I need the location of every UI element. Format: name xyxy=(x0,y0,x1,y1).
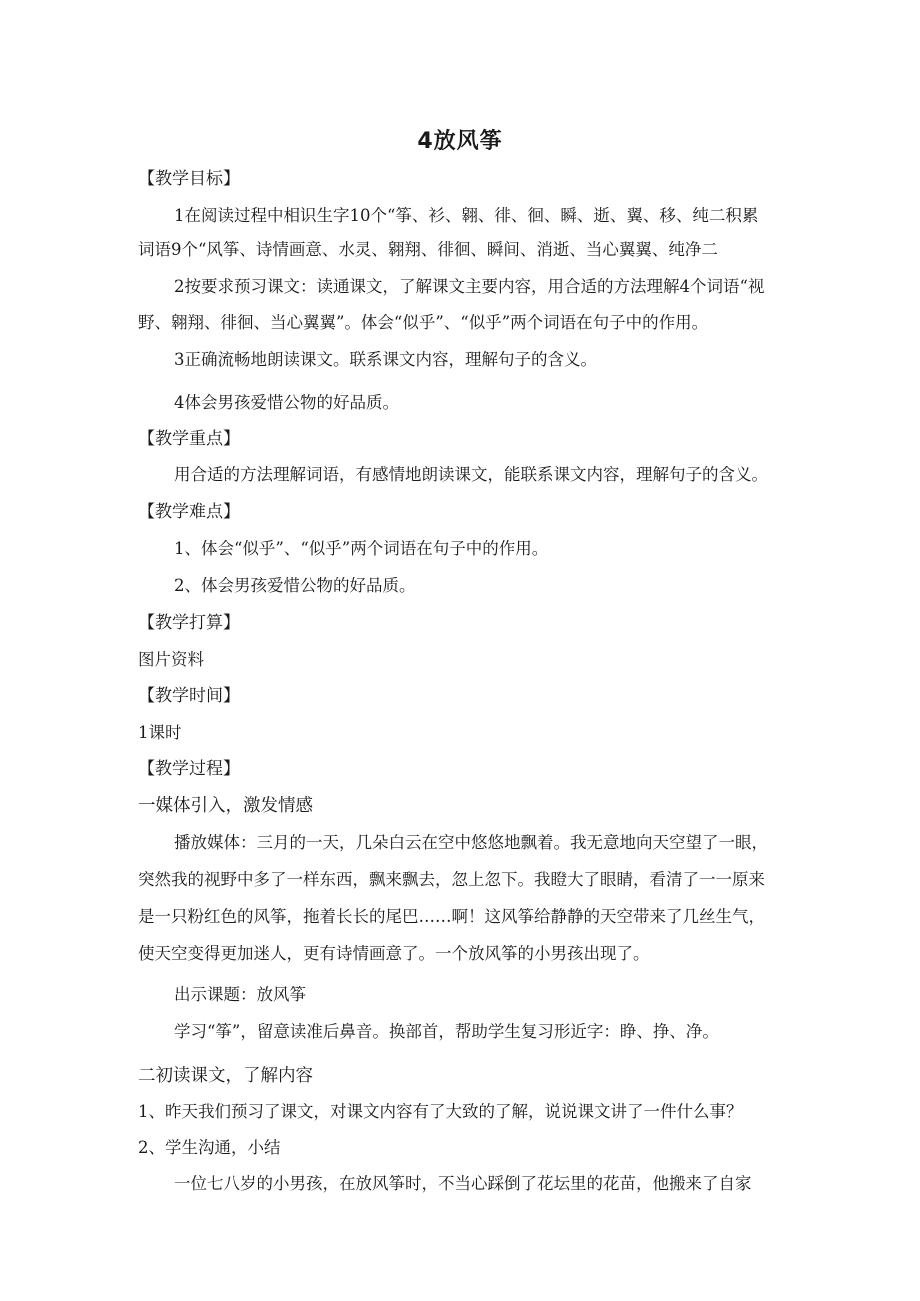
heading-teaching-time: 【教学时间】 xyxy=(138,686,240,706)
section-2-title: 二初读课文，了解内容 xyxy=(138,1066,313,1086)
summary-line-1: 一位七八岁的小男孩，在放风筝时，不当心踩倒了花坛里的花苗，他搬来了自家 xyxy=(174,1174,752,1193)
goal-1-line-2: 词语9个“风筝、诗情画意、水灵、翱翔、徘徊、瞬间、消逝、当心翼翼、纯净二 xyxy=(138,240,718,259)
page-title: 4放风筝 xyxy=(417,129,503,154)
heading-teaching-goals: 【教学目标】 xyxy=(138,169,240,189)
difficulty-1: 1、体会“似乎”、“似乎”两个词语在句子中的作用。 xyxy=(174,539,549,558)
heading-teaching-process: 【教学过程】 xyxy=(138,759,240,779)
media-paragraph-line-3: 是一只粉红色的风筝，拖着长长的尾巴……啊！这风筝给静静的天空带来了几丝生气， xyxy=(138,907,765,926)
goal-2-line-1: 2按要求预习课文：读通课文，了解课文主要内容，用合适的方法理解4个词语“视 xyxy=(174,277,765,296)
plan-text: 图片资料 xyxy=(138,650,204,669)
question-1: 1、昨天我们预习了课文，对课文内容有了大致的了解，说说课文讲了一件什么事？ xyxy=(138,1102,743,1121)
goal-1-line-1: 1在阅读过程中相识生字10个“筝、衫、翱、徘、徊、瞬、逝、翼、移、纯二积累 xyxy=(174,206,759,225)
goal-4: 4体会男孩爱惜公物的好品质。 xyxy=(174,393,399,412)
media-paragraph-line-1: 播放媒体：三月的一天，几朵白云在空中悠悠地飘着。我无意地向天空望了一眼， xyxy=(174,833,768,852)
media-paragraph-line-2: 突然我的视野中多了一样东西，飘来飘去，忽上忽下。我瞪大了眼睛，看清了一一原来 xyxy=(138,870,765,889)
section-1-title: 一媒体引入，激发情感 xyxy=(138,796,313,816)
heading-teaching-plan: 【教学打算】 xyxy=(138,613,240,633)
time-text: 1课时 xyxy=(138,723,182,742)
media-paragraph-line-4: 使天空变得更加迷人，更有诗情画意了。一个放风筝的小男孩出现了。 xyxy=(138,944,650,963)
heading-teaching-difficulty: 【教学难点】 xyxy=(138,502,240,522)
question-2: 2、学生沟通，小结 xyxy=(138,1138,281,1157)
goal-2-line-2: 野、翱翔、徘徊、当心翼翼”。体会“似乎”、“似乎”两个词语在句子中的作用。 xyxy=(138,313,709,332)
key-text: 用合适的方法理解词语，有感情地朗读课文，能联系课文内容，理解句子的含义。 xyxy=(174,465,768,484)
heading-teaching-key: 【教学重点】 xyxy=(138,429,240,449)
goal-3: 3正确流畅地朗读课文。联系课文内容，理解句子的含义。 xyxy=(174,350,597,369)
learn-word-line: 学习“筝”，留意读准后鼻音。换部首，帮助学生复习形近字：睁、挣、净。 xyxy=(174,1022,719,1041)
show-title-line: 出示课题：放风筝 xyxy=(174,985,306,1004)
difficulty-2: 2、体会男孩爱惜公物的好品质。 xyxy=(174,576,416,595)
